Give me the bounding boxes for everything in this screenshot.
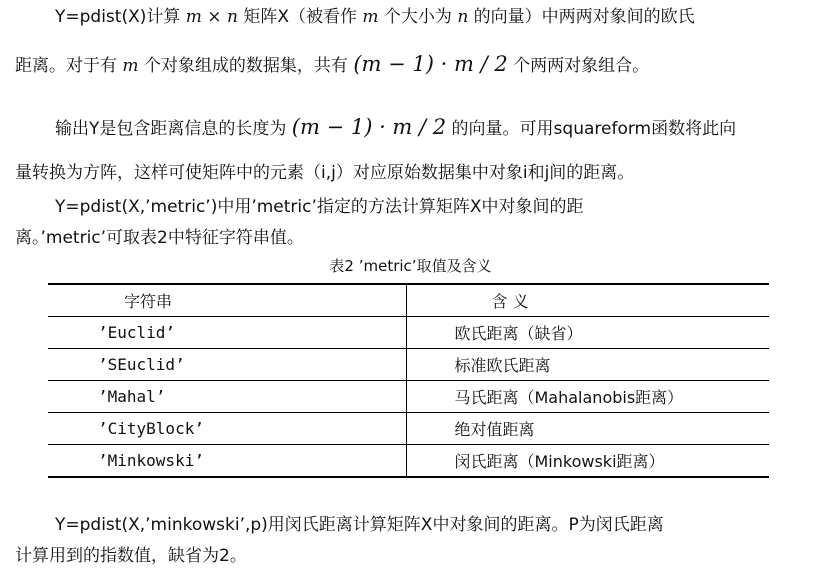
math-n: n — [457, 7, 469, 27]
metric-meaning: 闵氏距离（Minkowski距离） — [406, 445, 769, 478]
header-string: 字符串 — [48, 284, 406, 317]
header-meaning: 含 义 — [406, 284, 769, 317]
table-header-row — [48, 284, 769, 317]
paragraph-3-line-1: Y=pdist(X,’metric’)中用’metric’指定的方法计算矩阵X中对象间的距 — [55, 197, 584, 217]
metric-string: ’SEuclid’ — [48, 349, 406, 381]
math-n: n — [226, 7, 238, 27]
metric-meaning: 绝对值距离 — [406, 413, 769, 445]
paragraph-4-line-2: 计算用到的指数值，缺省为2。 — [15, 546, 247, 566]
metric-meaning: 马氏距离（Mahalanobis距离） — [406, 381, 769, 413]
text: 个两两对象组合。 — [507, 56, 650, 76]
text: 的向量。可用squareform函数将此向 — [446, 119, 737, 139]
text: 距离。对于有 — [15, 56, 123, 76]
text: 的向量）中两两对象间的欧氏 — [468, 7, 695, 27]
math-m: m — [122, 56, 139, 76]
times-symbol: × — [201, 7, 227, 27]
text: 个大小为 — [378, 7, 458, 27]
metric-meaning: 欧氏距离（缺省） — [406, 317, 769, 349]
table-row — [48, 317, 769, 349]
metric-string: ’Euclid’ — [48, 317, 406, 349]
text: 矩阵X（被看作 — [237, 7, 363, 27]
paragraph-1-line-2 — [15, 52, 649, 78]
metric-meaning: 标准欧氏距离 — [406, 349, 769, 381]
math-m: m — [362, 7, 379, 27]
math-m: m — [185, 7, 202, 27]
paragraph-2-line-1 — [55, 115, 736, 141]
text: 个对象组成的数据集，共有 — [138, 56, 354, 76]
text: Y=pdist(X)计算 — [55, 7, 186, 27]
table-row — [48, 445, 769, 478]
metric-table — [48, 283, 769, 478]
paragraph-2-line-2: 量转换为方阵，这样可使矩阵中的元素（i,j）对应原始数据集中对象i和j间的距离。 — [15, 163, 635, 183]
metric-string: ’Minkowski’ — [48, 445, 406, 478]
paragraph-1-line-1 — [55, 5, 695, 29]
table-row — [48, 349, 769, 381]
metric-string: ’Mahal’ — [48, 381, 406, 413]
text: 输出Y是包含距离信息的长度为 — [55, 119, 292, 139]
table-row — [48, 413, 769, 445]
metric-string: ’CityBlock’ — [48, 413, 406, 445]
table-row — [48, 381, 769, 413]
math-expression: (m − 1) · m / 2 — [291, 115, 447, 139]
paragraph-3-line-2: 离。’metric’可取表2中特征字符串值。 — [15, 228, 304, 248]
table-caption: 表2 ’metric’取值及含义 — [329, 257, 492, 275]
math-expression: (m − 1) · m / 2 — [353, 52, 508, 76]
paragraph-4-line-1: Y=pdist(X,’minkowski’,p)用闵氏距离计算矩阵X中对象间的距离。P为闵氏距离 — [55, 515, 664, 535]
